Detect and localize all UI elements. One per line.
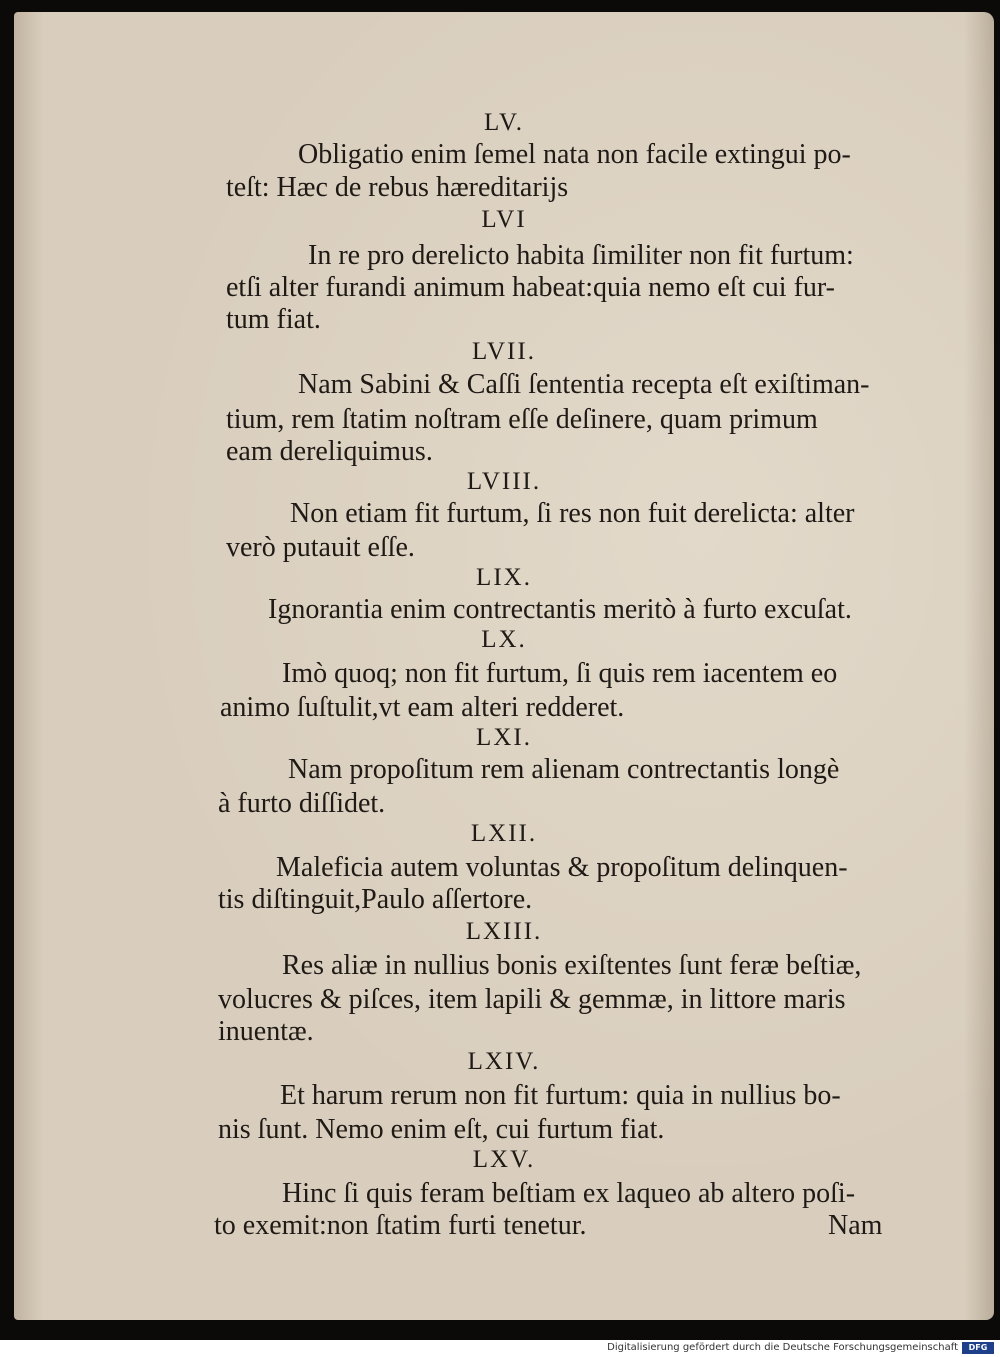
- text-line: volucres & piſces, item lapili & gemmæ, in littore maris: [218, 984, 846, 1015]
- text-line: Hinc ſi quis feram beſtiam ex laqueo ab altero poſi-: [282, 1178, 856, 1209]
- catchword: Nam: [828, 1210, 883, 1241]
- text-line: inuentæ.: [218, 1016, 314, 1047]
- section-numeral-lvii: LVII.: [472, 338, 536, 365]
- text-line: animo ſuſtulit,vt eam alteri redderet.: [220, 692, 625, 723]
- text-line: eam dereliquimus.: [226, 436, 433, 467]
- text-line: nis ſunt. Nemo enim eſt, cui furtum fiat.: [218, 1114, 665, 1145]
- digitization-footer: [0, 1340, 1000, 1357]
- text-line: Imò quoq; non fit furtum, ſi quis rem iacentem eo: [282, 658, 838, 689]
- section-numeral-lxii: LXII.: [470, 820, 538, 847]
- book-page: [14, 12, 994, 1320]
- text-line: to exemit:non ſtatim furti tenetur.: [214, 1210, 587, 1241]
- text-line: verò putauit eſſe.: [226, 532, 415, 563]
- text-line: teſt: Hæc de rebus hæreditarijs: [226, 172, 569, 203]
- section-numeral-lxiv: LXIV.: [467, 1048, 541, 1075]
- section-numeral-lviii: LVIII.: [466, 468, 542, 495]
- text-line: In re pro derelicto habita ſimiliter non fit furtum:: [308, 240, 854, 271]
- text-line: Maleficia autem voluntas & propoſitum delinquen-: [276, 852, 848, 883]
- text-line: Ignorantia enim contrectantis meritò à furto excuſat.: [268, 594, 852, 625]
- section-numeral-lx: LX.: [481, 626, 527, 653]
- section-numeral-lxv: LXV.: [472, 1146, 536, 1173]
- section-numeral-lix: LIX.: [476, 564, 532, 591]
- section-numeral-lv: LV.: [483, 109, 525, 136]
- text-line: tis diſtinguit,Paulo aſſertore.: [218, 884, 533, 915]
- text-line: Nam propoſitum rem alienam contrectantis longè: [288, 754, 840, 785]
- text-line: à furto diſſidet.: [218, 788, 386, 819]
- text-line: Nam Sabini & Caſſi ſententia recepta eſt exiſtiman-: [298, 369, 870, 400]
- text-line: tium, rem ſtatim noſtram eſſe deſinere, quam primum: [226, 404, 818, 435]
- funding-credit: Digitalisierung gefördert durch die Deutsche Forschungsgemeinschaft: [607, 1342, 958, 1353]
- section-numeral-lvi: LVI: [481, 206, 527, 233]
- text-line: Res aliæ in nullius bonis exiſtentes ſunt feræ beſtiæ,: [282, 950, 862, 981]
- text-line: tum fiat.: [226, 304, 321, 335]
- section-numeral-lxi: LXI.: [476, 724, 532, 751]
- text-line: Non etiam fit furtum, ſi res non fuit derelicta: alter: [290, 498, 855, 529]
- dfg-logo: DFG: [962, 1342, 994, 1354]
- text-line: etſi alter furandi animum habeat:quia nemo eſt cui fur-: [226, 272, 835, 303]
- section-numeral-lxiii: LXIII.: [465, 918, 543, 945]
- text-line: Obligatio enim ſemel nata non facile extingui po-: [298, 139, 851, 170]
- text-line: Et harum rerum non fit furtum: quia in nullius bo-: [280, 1080, 841, 1111]
